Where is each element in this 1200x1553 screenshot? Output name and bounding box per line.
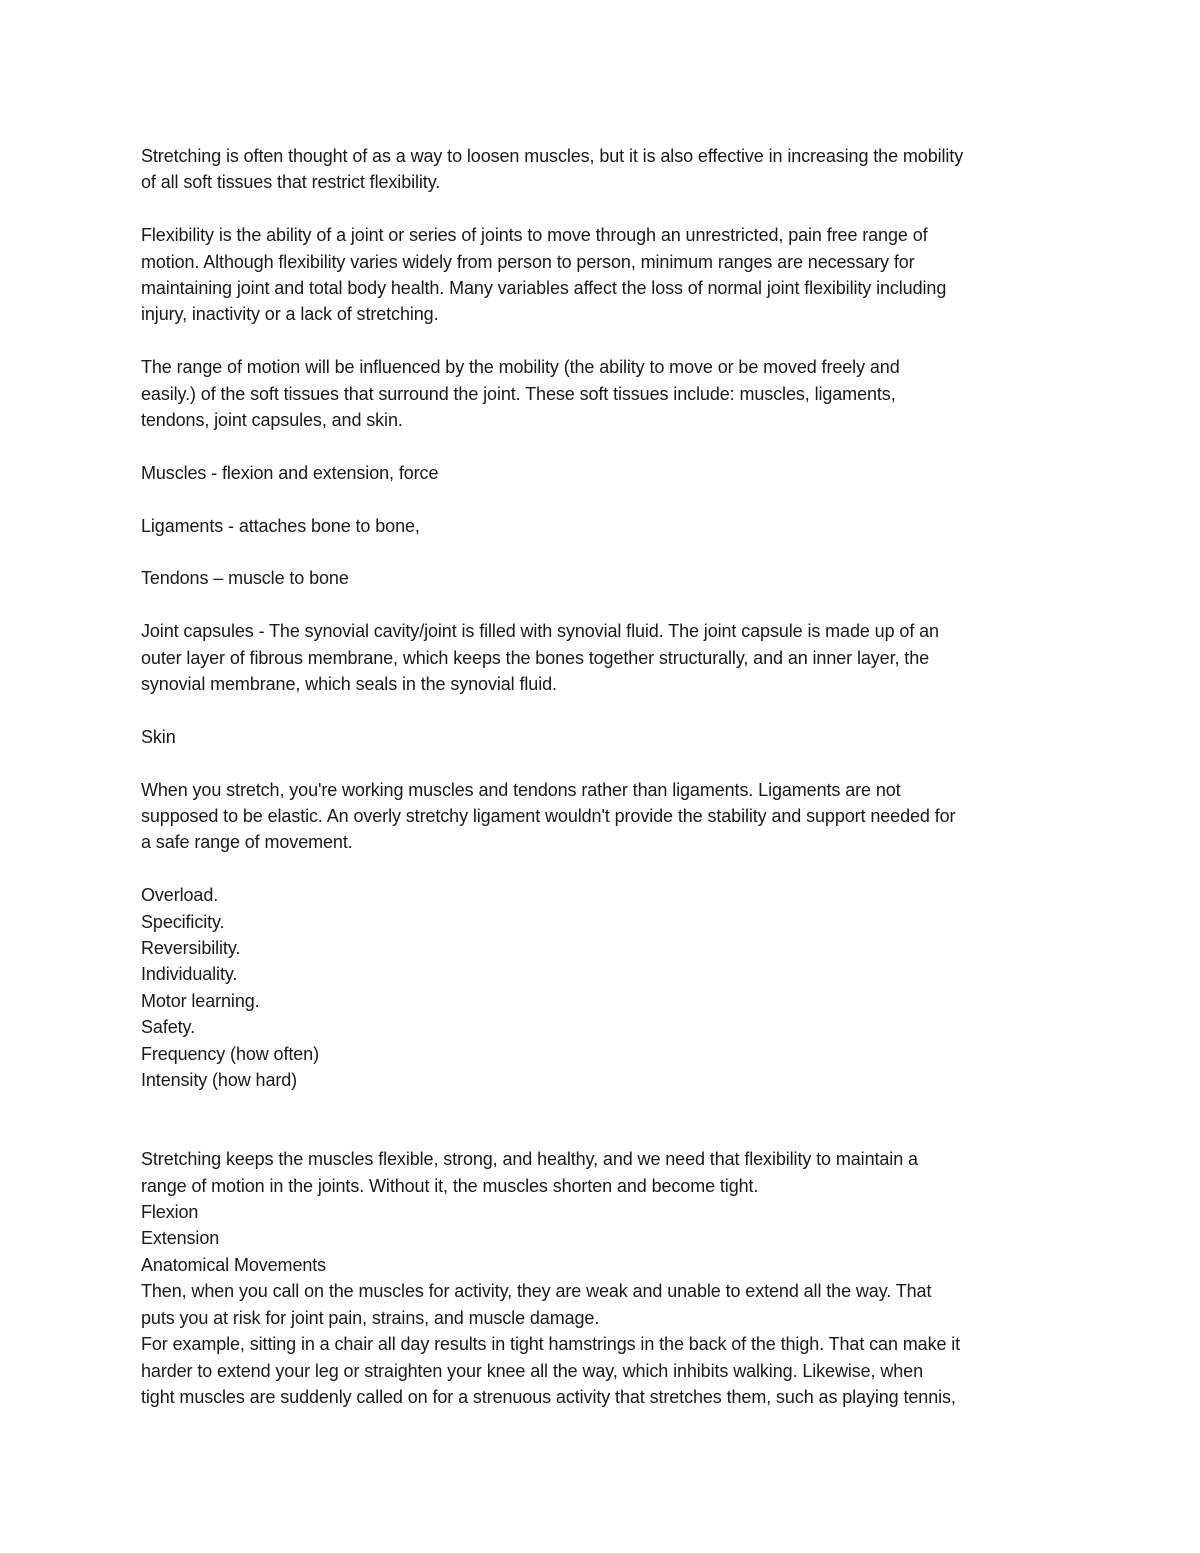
paragraph-stretching-keeps-muscles <box>141 1146 1076 1410</box>
document-body <box>141 143 1076 1410</box>
text-line: Stretching is often thought of as a way to loosen muscles, but it is also effective in increasing the mobility <box>141 146 964 166</box>
list-item: Intensity (how hard) <box>141 1070 298 1091</box>
paragraph-skin <box>141 724 1076 750</box>
text-line: synovial membrane, which seals in the synovial fluid. <box>141 674 557 695</box>
text-line: The range of motion will be influenced by the mobility (the ability to move or be moved freely and <box>141 357 900 378</box>
text-line: harder to extend your leg or straighten your knee all the way, which inhibits walking. Likewise, when <box>141 1360 923 1381</box>
list-item: Reversibility. <box>141 938 241 959</box>
text-line: Extension <box>141 1228 220 1249</box>
text-line: injury, inactivity or a lack of stretching. <box>141 304 439 325</box>
text-line: easily.) of the soft tissues that surround the joint. These soft tissues include: muscles, ligaments, <box>141 383 896 404</box>
blank-line <box>141 1093 1076 1119</box>
text-line: supposed to be elastic. An overly stretchy ligament wouldn't provide the stability and support needed for <box>141 806 956 827</box>
list-item: Safety. <box>141 1017 195 1038</box>
paragraph-tendons <box>141 565 1076 591</box>
list-item: Specificity. <box>141 911 225 932</box>
paragraph-stretching-intro <box>141 143 1076 196</box>
list-item: Overload. <box>141 885 219 906</box>
text-line: Ligaments - attaches bone to bone, <box>141 515 420 536</box>
text-line: Flexion <box>141 1202 199 1223</box>
text-line: tendons, joint capsules, and skin. <box>141 410 403 431</box>
text-line: Skin <box>141 726 176 747</box>
text-line: outer layer of fibrous membrane, which keeps the bones together structurally, and an inner layer, the <box>141 647 930 668</box>
paragraph-joint-capsules <box>141 618 1076 697</box>
paragraph-muscles <box>141 460 1076 486</box>
paragraph-ligaments <box>141 513 1076 539</box>
blank-line <box>141 1120 1076 1146</box>
list-item: Motor learning. <box>141 990 260 1011</box>
text-line: Joint capsules - The synovial cavity/joint is filled with synovial fluid. The joint capsule is made up of an <box>141 621 939 642</box>
text-line: motion. Although flexibility varies widely from person to person, minimum ranges are necessary for <box>141 251 915 272</box>
text-line: For example, sitting in a chair all day results in tight hamstrings in the back of the thigh. That can make it <box>141 1334 961 1355</box>
text-line: a safe range of movement. <box>141 832 353 853</box>
text-line: tight muscles are suddenly called on for a strenuous activity that stretches them, such as playing tennis, <box>141 1386 956 1407</box>
principles-list <box>141 882 1076 1093</box>
text-line: Muscles - flexion and extension, force <box>141 462 439 483</box>
text-line: range of motion in the joints. Without it, the muscles shorten and become tight. <box>141 1175 759 1196</box>
paragraph-flexibility-definition <box>141 222 1076 328</box>
text-line: When you stretch, you're working muscles and tendons rather than ligaments. Ligaments are not <box>141 779 901 800</box>
text-line: Flexibility is the ability of a joint or series of joints to move through an unrestricted, pain free range of <box>141 225 928 246</box>
text-line: Tendons – muscle to bone <box>141 568 349 589</box>
list-item: Frequency (how often) <box>141 1043 319 1064</box>
text-line: Stretching keeps the muscles flexible, strong, and healthy, and we need that flexibility to maintain a <box>141 1149 918 1170</box>
paragraph-range-of-motion <box>141 354 1076 433</box>
text-line: Anatomical Movements <box>141 1254 327 1275</box>
list-item: Individuality. <box>141 964 238 985</box>
text-line: Then, when you call on the muscles for activity, they are weak and unable to extend all the way. That <box>141 1281 932 1302</box>
paragraph-when-you-stretch <box>141 777 1076 856</box>
text-line: maintaining joint and total body health. Many variables affect the loss of normal joint flexibility including <box>141 278 947 299</box>
text-line: of all soft tissues that restrict flexibility. <box>141 172 441 193</box>
text-line: puts you at risk for joint pain, strains, and muscle damage. <box>141 1307 600 1328</box>
